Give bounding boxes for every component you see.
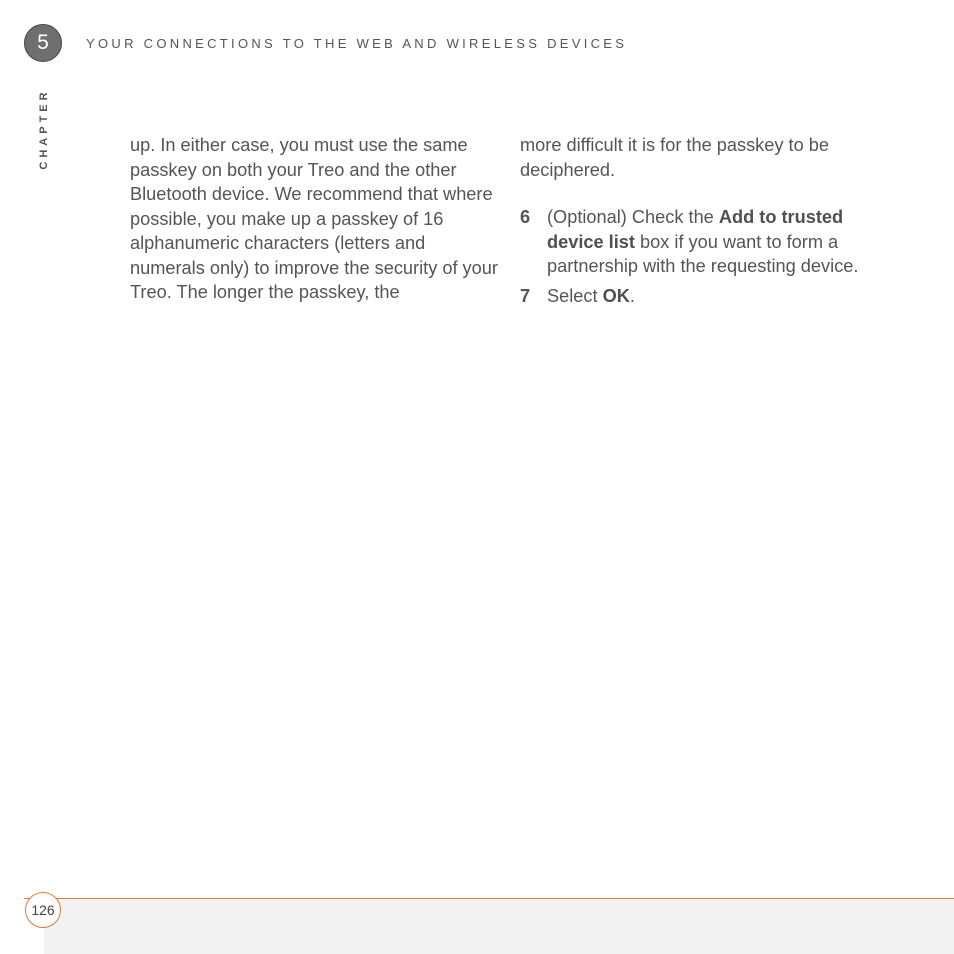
chapter-number-badge: 5: [24, 24, 62, 62]
right-paragraph: more difficult it is for the passkey to be deciphered.: [520, 135, 829, 180]
left-paragraph: up. In either case, you must use the same passkey on both your Treo and the other Bluetooth device. We recommend that where possible, you make up a passkey of 16 alphanumeric characters (letters and numerals only) to improve the security of your Treo. The longer the passkey, the: [130, 135, 498, 302]
right-column: [520, 133, 900, 308]
step-text-before: (Optional) Check the: [547, 207, 719, 227]
chapter-label-vertical: [36, 84, 52, 174]
chapter-label-text: CHAPTER: [38, 88, 50, 170]
step-number: 6: [520, 207, 531, 227]
step-text-after: box if you want to form a partnership with the requesting device.: [547, 231, 859, 276]
step-item-6: [520, 205, 900, 279]
footer-band: [44, 899, 954, 954]
left-column: [130, 133, 500, 305]
running-header: YOUR CONNECTIONS TO THE WEB AND WIRELESS DEVICES: [86, 36, 628, 51]
step-item-7: [520, 284, 900, 309]
step-bold-term: OK: [602, 285, 630, 306]
step-text-before: Select: [547, 285, 603, 306]
step-bold-term: Add to trusted device list: [547, 207, 844, 252]
step-number: 7: [520, 285, 531, 306]
page-number-badge: 126: [25, 892, 61, 928]
footer-rule: [24, 898, 954, 899]
step-text-after: .: [629, 285, 635, 306]
